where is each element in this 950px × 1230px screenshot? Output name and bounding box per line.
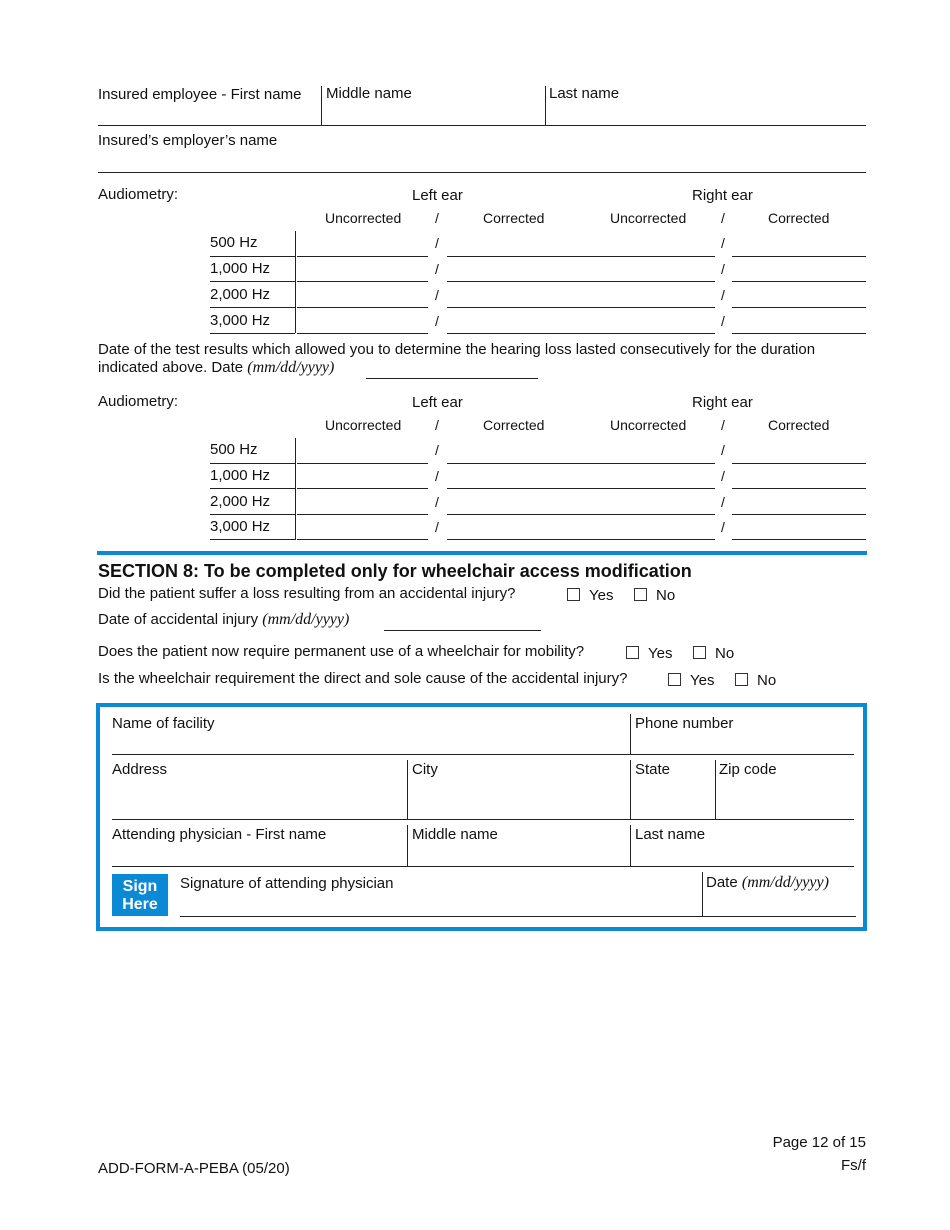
right-ear-heading: Right ear (692, 187, 753, 204)
physician-middle-name-label: Middle name (412, 826, 498, 843)
divider (447, 488, 715, 489)
divider (210, 488, 295, 489)
corrected-heading: Corrected (768, 210, 830, 226)
date-test-text-2: indicated above. Date (mm/dd/yyyy) (98, 359, 335, 376)
slash: / (721, 417, 725, 433)
slash: / (435, 313, 439, 329)
slash: / (721, 287, 725, 303)
physician-first-name-label: Attending physician - First name (112, 826, 327, 843)
slash: / (721, 519, 725, 535)
state-field[interactable] (635, 780, 711, 818)
employer-name-label: Insured’s employer’s name (98, 132, 278, 149)
divider (210, 514, 295, 515)
divider (702, 872, 703, 916)
form-code: Fs/f (841, 1157, 866, 1174)
divider (366, 378, 538, 379)
left-corrected-3000-field-2[interactable] (447, 519, 715, 539)
divider (732, 281, 866, 282)
slash: / (721, 313, 725, 329)
facility-name-label: Name of facility (112, 715, 215, 732)
frequency-label: 500 Hz (210, 441, 258, 458)
divider (732, 539, 866, 540)
audiometry-label: Audiometry: (98, 393, 179, 410)
left-uncorrected-1000-field[interactable] (297, 261, 428, 281)
corrected-heading: Corrected (483, 417, 545, 433)
signature-label: Signature of attending physician (180, 875, 394, 892)
yes-label: Yes (690, 672, 715, 689)
no-label: No (656, 587, 676, 604)
divider (295, 231, 296, 333)
slash: / (721, 261, 725, 277)
section-8-title: SECTION 8: To be completed only for wheelchair access modification (98, 561, 692, 581)
physician-first-name-field[interactable] (112, 845, 402, 865)
yes-label: Yes (589, 587, 614, 604)
date-injury-label: Date of accidental injury (mm/dd/yyyy) (98, 611, 350, 628)
zip-code-field[interactable] (719, 780, 853, 818)
divider (297, 488, 428, 489)
divider (210, 333, 295, 334)
left-corrected-1000-field[interactable] (447, 261, 715, 281)
date-test-text: Date of the test results which allowed you to determine the hearing loss lasted consecutively for the duration (98, 341, 816, 358)
left-uncorrected-500-field[interactable] (297, 235, 428, 255)
left-uncorrected-3000-field-2[interactable] (297, 519, 428, 539)
middle-name-label: Middle name (326, 85, 412, 102)
last-name-label: Last name (549, 85, 620, 102)
divider (447, 281, 715, 282)
left-corrected-500-field[interactable] (447, 235, 715, 255)
no-label: No (715, 645, 735, 662)
divider (447, 307, 715, 308)
address-field[interactable] (112, 780, 402, 818)
injury-date-field[interactable] (384, 610, 541, 630)
divider (732, 307, 866, 308)
question-sole-cause: Is the wheelchair requirement the direct and sole cause of the accidental injury? (98, 670, 628, 687)
audiometry-label: Audiometry: (98, 186, 179, 203)
right-corrected-1000-field-2[interactable] (732, 468, 866, 488)
divider (297, 463, 428, 464)
slash: / (435, 442, 439, 458)
right-corrected-500-field[interactable] (732, 235, 866, 255)
right-corrected-3000-field-2[interactable] (732, 519, 866, 539)
frequency-label: 3,000 Hz (210, 312, 271, 329)
physician-middle-name-field[interactable] (412, 845, 626, 865)
q1-no-checkbox[interactable] (634, 588, 647, 601)
phone-number-field[interactable] (635, 734, 853, 754)
slash: / (721, 468, 725, 484)
divider (630, 714, 631, 755)
left-corrected-2000-field[interactable] (447, 287, 715, 307)
left-uncorrected-500-field-2[interactable] (297, 442, 428, 462)
divider (210, 281, 295, 282)
divider (630, 825, 631, 866)
left-uncorrected-2000-field-2[interactable] (297, 494, 428, 514)
divider (447, 256, 715, 257)
yes-label: Yes (648, 645, 673, 662)
uncorrected-heading: Uncorrected (610, 417, 687, 433)
corrected-heading: Corrected (768, 417, 830, 433)
slash: / (435, 235, 439, 251)
divider (112, 866, 854, 867)
divider (210, 307, 295, 308)
frequency-label: 3,000 Hz (210, 518, 271, 535)
left-corrected-1000-field-2[interactable] (447, 468, 715, 488)
divider (210, 539, 295, 540)
divider (180, 916, 856, 917)
q1-yes-checkbox[interactable] (567, 588, 580, 601)
employer-name-field[interactable] (98, 152, 866, 172)
physician-last-name-label: Last name (635, 826, 706, 843)
left-ear-heading: Left ear (412, 394, 463, 411)
divider (407, 825, 408, 866)
divider (715, 760, 716, 819)
right-corrected-3000-field[interactable] (732, 313, 866, 333)
right-corrected-500-field-2[interactable] (732, 442, 866, 462)
divider (297, 333, 428, 334)
divider (297, 514, 428, 515)
q3-yes-checkbox[interactable] (668, 673, 681, 686)
first-name-label: Insured employee - First name (98, 86, 302, 103)
employee-name-field[interactable] (98, 104, 866, 125)
right-ear-heading: Right ear (692, 394, 753, 411)
slash: / (721, 494, 725, 510)
left-uncorrected-2000-field[interactable] (297, 287, 428, 307)
divider (295, 438, 296, 540)
q2-no-checkbox[interactable] (693, 646, 706, 659)
city-field[interactable] (412, 780, 626, 818)
left-corrected-500-field-2[interactable] (447, 442, 715, 462)
uncorrected-heading: Uncorrected (325, 210, 402, 226)
divider (384, 630, 541, 631)
divider (732, 256, 866, 257)
signature-date-label: Date (mm/dd/yyyy) (706, 874, 829, 891)
left-corrected-3000-field[interactable] (447, 313, 715, 333)
divider (732, 463, 866, 464)
divider (447, 463, 715, 464)
frequency-label: 2,000 Hz (210, 286, 271, 303)
left-ear-heading: Left ear (412, 187, 463, 204)
slash: / (721, 442, 725, 458)
divider (447, 333, 715, 334)
uncorrected-heading: Uncorrected (325, 417, 402, 433)
phone-number-label: Phone number (635, 715, 734, 732)
frequency-label: 1,000 Hz (210, 467, 271, 484)
divider (297, 256, 428, 257)
slash: / (435, 210, 439, 226)
slash: / (435, 468, 439, 484)
left-uncorrected-1000-field-2[interactable] (297, 468, 428, 488)
address-label: Address (112, 761, 168, 778)
city-label: City (412, 761, 438, 778)
slash: / (721, 235, 725, 251)
form-id: ADD-FORM-A-PEBA (05/20) (98, 1160, 290, 1177)
left-uncorrected-3000-field[interactable] (297, 313, 428, 333)
section-divider (97, 551, 867, 555)
right-corrected-2000-field[interactable] (732, 287, 866, 307)
divider (732, 514, 866, 515)
slash: / (721, 210, 725, 226)
frequency-label: 1,000 Hz (210, 260, 271, 277)
divider (297, 307, 428, 308)
signature-date-field[interactable] (706, 894, 854, 915)
corrected-heading: Corrected (483, 210, 545, 226)
uncorrected-heading: Uncorrected (610, 210, 687, 226)
slash: / (435, 494, 439, 510)
divider (98, 125, 866, 126)
question-accidental-injury: Did the patient suffer a loss resulting from an accidental injury? (98, 585, 516, 602)
test-date-field[interactable] (366, 358, 538, 378)
question-wheelchair-use: Does the patient now require permanent use of a wheelchair for mobility? (98, 643, 585, 660)
divider (210, 463, 295, 464)
divider (732, 333, 866, 334)
divider (112, 819, 854, 820)
slash: / (435, 519, 439, 535)
frequency-label: 500 Hz (210, 234, 258, 251)
slash: / (435, 417, 439, 433)
divider (297, 539, 428, 540)
sign-here-badge: Sign Here (112, 874, 168, 916)
q3-no-checkbox[interactable] (735, 673, 748, 686)
state-label: State (635, 761, 671, 778)
divider (447, 539, 715, 540)
zip-code-label: Zip code (719, 761, 777, 778)
divider (98, 172, 866, 173)
left-corrected-2000-field-2[interactable] (447, 494, 715, 514)
divider (407, 760, 408, 819)
facility-name-field[interactable] (112, 734, 627, 754)
divider (630, 760, 631, 819)
page-number: Page 12 of 15 (772, 1134, 866, 1151)
divider (210, 256, 295, 257)
divider (732, 488, 866, 489)
no-label: No (757, 672, 777, 689)
slash: / (435, 261, 439, 277)
physician-signature-field[interactable] (180, 894, 698, 915)
right-corrected-1000-field[interactable] (732, 261, 866, 281)
divider (112, 754, 854, 755)
frequency-label: 2,000 Hz (210, 493, 271, 510)
physician-last-name-field[interactable] (635, 845, 853, 865)
q2-yes-checkbox[interactable] (626, 646, 639, 659)
divider (297, 281, 428, 282)
divider (447, 514, 715, 515)
slash: / (435, 287, 439, 303)
right-corrected-2000-field-2[interactable] (732, 494, 866, 514)
